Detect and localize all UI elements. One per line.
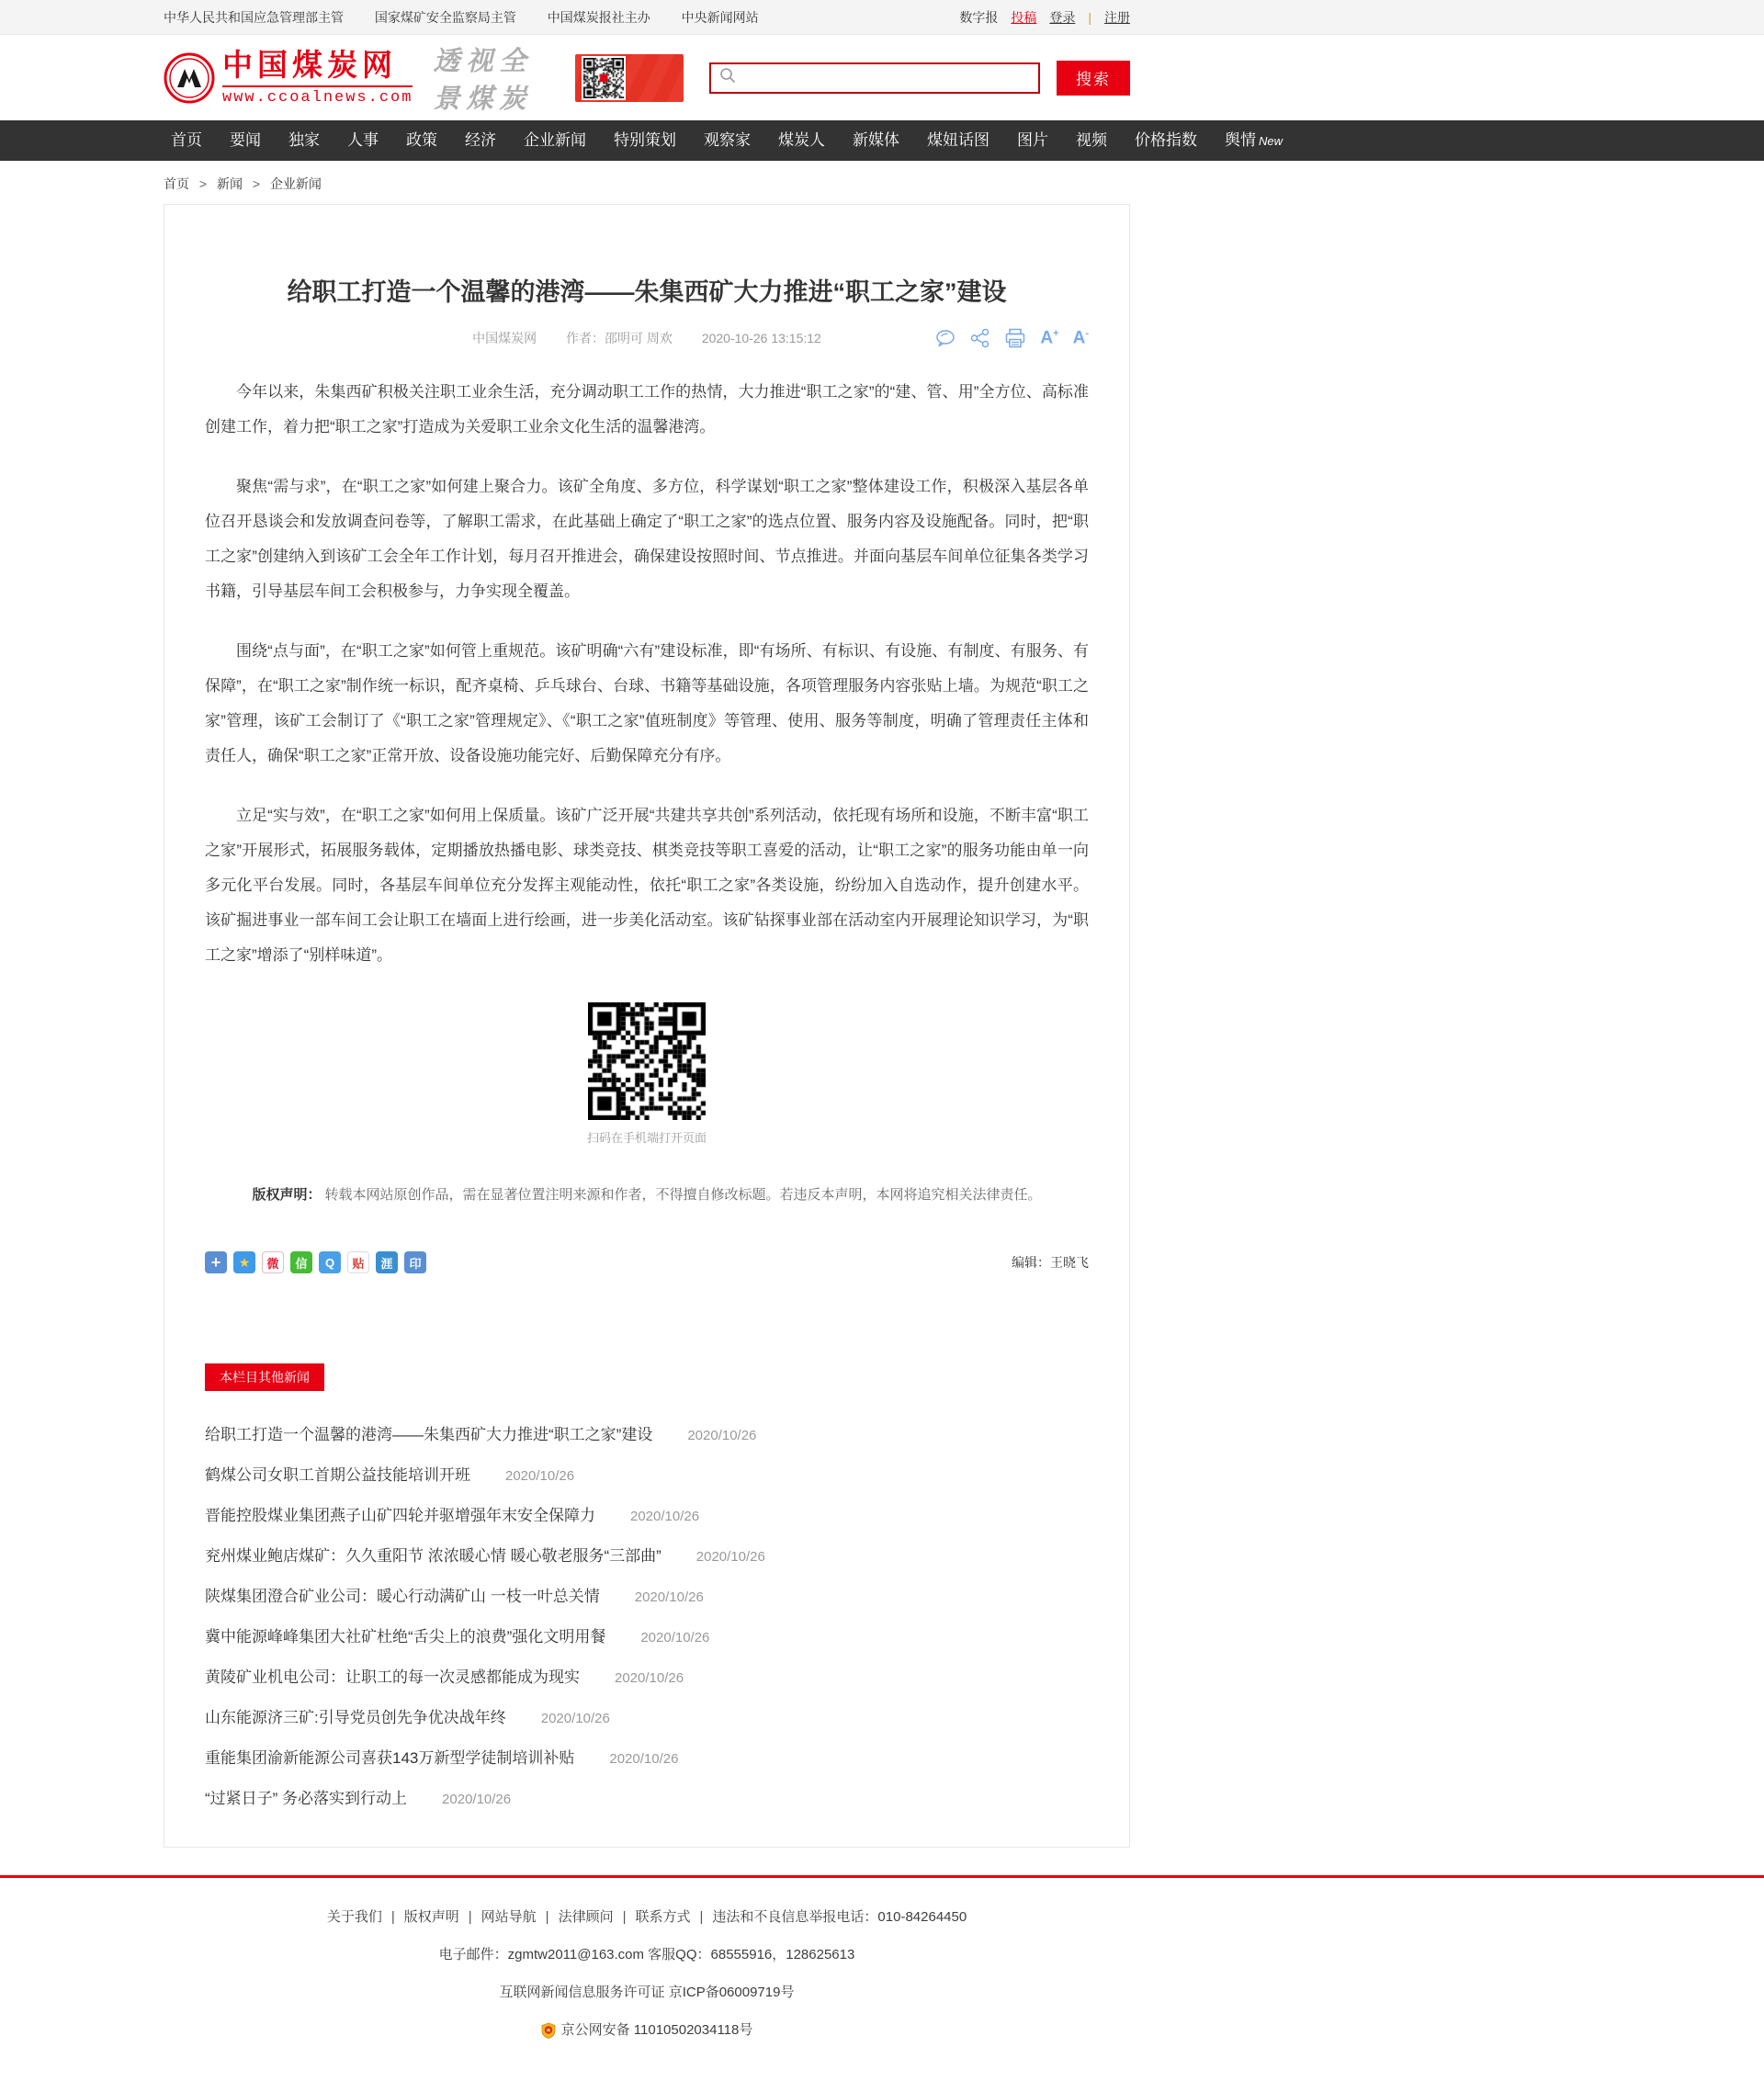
related-news-link[interactable]: 冀中能源峰峰集团大社矿杜绝“舌尖上的浪费”强化文明用餐 xyxy=(205,1628,606,1646)
separator: | xyxy=(545,1909,549,1925)
qq-icon[interactable]: Q xyxy=(319,1251,341,1273)
search-icon xyxy=(718,66,737,89)
nav-item-home[interactable]: 首页 xyxy=(171,131,202,149)
new-badge: New xyxy=(1259,133,1283,148)
search-button[interactable]: 搜索 xyxy=(1057,61,1130,96)
print-share-icon[interactable]: 印 xyxy=(404,1251,426,1273)
related-news-list xyxy=(205,1415,1089,1819)
footer-link-about[interactable]: 关于我们 xyxy=(326,1909,382,1925)
breadcrumb-separator: > xyxy=(198,176,208,191)
login-link[interactable]: 登录 xyxy=(1049,10,1076,25)
qzone-icon[interactable]: ★ xyxy=(233,1251,255,1273)
site-name: 中国煤炭网 xyxy=(222,49,397,83)
nav-item-personnel[interactable]: 人事 xyxy=(347,131,379,149)
list-item xyxy=(205,1617,1089,1657)
nav-item-special[interactable]: 特别策划 xyxy=(614,131,676,149)
related-section xyxy=(205,1363,1089,1391)
article-qr-code xyxy=(588,1002,706,1120)
article-paragraph: 立足“实与效”，在“职工之家”如何用上保质量。该矿广泛开展“共建共享共创”系列活动，依托现有场所和设施，不断丰富“职工之家”开展形式，拓展服务载体，定期播放热播电影、球类竞技、棋类竞技等职工喜爱的活动，让“职工之家”的服务功能由单一向多元化平台发展。同时，各基层车间单位充分发挥主观能动性，依托“职工之家”各类设施，纷纷加入自选动作，提升创建水平。该矿掘进事业一部车间工会让职工在墙面上进行绘画，进一步美化活动室。该矿钻探事业部在活动室内开展理论知识学习，为“职工之家”增添了“别样味道”。 xyxy=(205,807,1089,964)
nav-item-observer[interactable]: 观察家 xyxy=(704,131,751,149)
article-paragraph: 今年以来，朱集西矿积极关注职工业余生活，充分调动职工工作的热情，大力推进“职工之家”的“建、管、用”全方位、高标准创建工作，着力把“职工之家”打造成为关爱职工业余文化生活的温馨港湾。 xyxy=(205,383,1089,435)
police-badge-icon xyxy=(541,2022,556,2039)
related-news-link[interactable]: 鹤煤公司女职工首期公益技能培训开班 xyxy=(205,1466,470,1484)
search-input[interactable] xyxy=(742,65,1031,91)
topbar-link-coal-news-agency[interactable]: 中国煤炭报社主办 xyxy=(547,10,650,25)
article-meta xyxy=(205,326,1089,350)
article-tools xyxy=(934,326,1089,350)
separator: | xyxy=(390,1909,395,1925)
list-item xyxy=(205,1657,1089,1698)
header-qr-code xyxy=(582,56,626,100)
related-news-link[interactable]: 给职工打造一个温馨的港湾——朱集西矿大力推进“职工之家”建设 xyxy=(205,1426,653,1443)
article-paragraph: 围绕“点与面”，在“职工之家”如何管上重规范。该矿明确“六有”建设标准，即“有场所、有标识、有设施、有制度、有服务、有保障”，在“职工之家”制作统一标识，配齐桌椅、乒乓球台、台球、书籍等基础设施，各项管理服务内容张贴上墙。为规范“职工之家”管理，该矿工会制订了《“职工之家”管理规定》、《“职工之家”值班制度》等管理、使用、服务等制度，明确了管理责任主体和责任人，确保“职工之家”正常开放、设备设施功能完好、后勤保障充分有序。 xyxy=(205,642,1089,764)
news-date: 2020/10/26 xyxy=(615,1670,684,1686)
news-date: 2020/10/26 xyxy=(634,1589,704,1605)
separator: | xyxy=(1088,10,1091,25)
breadcrumb-news[interactable]: 新闻 xyxy=(216,176,243,191)
nav-item-policy[interactable]: 政策 xyxy=(406,131,437,149)
topbar-links xyxy=(164,8,786,27)
copyright-notice xyxy=(205,1184,1089,1204)
separator: | xyxy=(622,1909,627,1925)
news-date: 2020/10/26 xyxy=(630,1509,700,1524)
editor-credit: 编辑：王晓飞 xyxy=(1012,1255,1089,1270)
footer-email-line: 电子邮件：zgmtw2011@163.com 客服QQ：68555916，128625613 xyxy=(438,1947,855,1962)
list-item xyxy=(205,1779,1089,1819)
nav-item-coal-people[interactable]: 煤炭人 xyxy=(778,131,825,149)
related-news-link[interactable]: 晋能控股煤业集团燕子山矿四轮并驱增强年末安全保障力 xyxy=(205,1507,595,1524)
article-body xyxy=(205,375,1089,973)
comment-icon[interactable] xyxy=(934,328,956,348)
news-date: 2020/10/26 xyxy=(687,1428,757,1443)
search-field xyxy=(709,62,1040,94)
nav-item-meiniu-pics[interactable]: 煤妞话图 xyxy=(927,131,989,149)
list-item xyxy=(205,1496,1089,1536)
news-date: 2020/10/26 xyxy=(640,1630,710,1646)
topbar xyxy=(0,0,1764,35)
nav-item-economy[interactable]: 经济 xyxy=(465,131,496,149)
submit-article-link[interactable]: 投稿 xyxy=(1011,10,1037,25)
nav-item-exclusive[interactable]: 独家 xyxy=(288,131,320,149)
site-slogan: 透视全景煤炭 xyxy=(433,46,533,114)
article-title: 给职工打造一个温馨的港湾——朱集西矿大力推进“职工之家”建设 xyxy=(287,278,1007,306)
main-nav xyxy=(0,120,1764,161)
nav-item-video[interactable]: 视频 xyxy=(1076,131,1107,149)
site-logo[interactable] xyxy=(164,50,413,107)
footer-links-line xyxy=(164,1898,1130,1936)
print-icon[interactable] xyxy=(1004,328,1026,348)
related-news-link[interactable]: 陕煤集团澄合矿业公司：暖心行动满矿山 一枝一叶总关情 xyxy=(205,1588,600,1605)
list-item xyxy=(205,1455,1089,1496)
separator: | xyxy=(699,1909,704,1925)
related-news-link[interactable]: 黄陵矿业机电公司：让职工的每一次灵感都能成为现实 xyxy=(205,1668,580,1686)
copyright-label: 版权声明： xyxy=(252,1187,322,1203)
article-datetime: 2020-10-26 13:15:12 xyxy=(701,331,821,345)
news-date: 2020/10/26 xyxy=(609,1751,679,1767)
share-more-icon[interactable]: + xyxy=(205,1251,227,1273)
list-item xyxy=(205,1738,1089,1779)
list-item xyxy=(205,1536,1089,1577)
list-item xyxy=(205,1698,1089,1738)
digital-paper-link[interactable]: 数字报 xyxy=(959,10,999,25)
police-record-text: 京公网安备 11010502034118号 xyxy=(560,2022,753,2038)
coal-logo-icon xyxy=(164,52,215,104)
qr-caption: 扫码在手机端打开页面 xyxy=(586,1131,707,1145)
nav-item-price-index[interactable]: 价格指数 xyxy=(1135,131,1197,149)
article-author: 作者：邵明可 周欢 xyxy=(566,331,673,345)
font-smaller-icon[interactable]: A- xyxy=(1072,328,1089,348)
news-date: 2020/10/26 xyxy=(540,1711,610,1726)
logo-text xyxy=(222,50,413,107)
share-row xyxy=(205,1251,1089,1273)
related-news-link[interactable]: “过紧日子” 务必落实到行动上 xyxy=(205,1790,408,1807)
nav-item-public-opinion[interactable] xyxy=(1211,120,1296,162)
nav-item-photos[interactable]: 图片 xyxy=(1017,131,1048,149)
site-header xyxy=(0,35,1764,120)
article-qr-block xyxy=(205,1002,1089,1146)
topbar-account-links xyxy=(959,8,1130,27)
site-url: www.ccoalnews.com xyxy=(222,85,413,107)
news-date: 2020/10/26 xyxy=(505,1468,575,1484)
promo-banner xyxy=(575,54,684,102)
footer-link-copyright[interactable]: 版权声明 xyxy=(403,1909,459,1925)
related-news-link[interactable]: 兖州煤业鲍店煤矿：久久重阳节 浓浓暖心情 暖心敬老服务“三部曲” xyxy=(205,1547,662,1565)
breadcrumb-home[interactable]: 首页 xyxy=(164,176,189,191)
share-icon[interactable] xyxy=(970,328,990,348)
related-news-link[interactable]: 重能集团渝新能源公司喜获143万新型学徒制培训补贴 xyxy=(205,1749,575,1767)
article-paragraph: 聚焦“需与求”，在“职工之家”如何建上聚合力。该矿全角度、多方位，科学谋划“职工之家”整体建设工作，积极深入基层各单位召开恳谈会和发放调查问卷等，了解职工需求，在此基础上确定了“职工之家”的选点位置、服务内容及设施配备。同时，把“职工之家”创建纳入到该矿工会全年工作计划，每月召开推进会，确保建设按照时间、节点推进。并面向基层车间单位征集各类学习书籍，引导基层车间工会积极参与，力争实现全覆盖。 xyxy=(205,478,1089,600)
separator: | xyxy=(468,1909,472,1925)
tianya-icon[interactable]: 涯 xyxy=(376,1251,398,1273)
article-container xyxy=(164,204,1130,1848)
breadcrumb xyxy=(164,161,1130,204)
register-link[interactable]: 注册 xyxy=(1104,10,1130,25)
share-tiles xyxy=(205,1251,426,1273)
police-record-link[interactable] xyxy=(541,2011,753,2049)
site-footer xyxy=(0,1875,1764,2081)
list-item xyxy=(205,1415,1089,1455)
footer-link-sitemap[interactable]: 网站导航 xyxy=(481,1909,537,1925)
related-header: 本栏目其他新闻 xyxy=(205,1363,324,1391)
breadcrumb-current: 企业新闻 xyxy=(269,176,322,191)
font-larger-icon[interactable]: A+ xyxy=(1040,328,1059,348)
nav-item-enterprise-news[interactable]: 企业新闻 xyxy=(524,131,586,149)
list-item xyxy=(205,1577,1089,1617)
topbar-link-central-news-site[interactable]: 中央新闻网站 xyxy=(681,10,759,25)
nav-item-new-media[interactable]: 新媒体 xyxy=(853,131,899,149)
weibo-icon[interactable]: 微 xyxy=(262,1251,284,1273)
report-phone: 违法和不良信息举报电话：010-84264450 xyxy=(712,1909,967,1925)
footer-link-contact[interactable]: 联系方式 xyxy=(635,1909,691,1925)
nav-item-headlines[interactable]: 要闻 xyxy=(230,131,261,149)
wechat-icon[interactable]: 信 xyxy=(290,1251,312,1273)
news-date: 2020/10/26 xyxy=(442,1792,512,1807)
topbar-link-safety-bureau[interactable]: 国家煤矿安全监察局主管 xyxy=(374,10,516,25)
topbar-link-emergency-dept[interactable]: 中华人民共和国应急管理部主管 xyxy=(164,10,344,25)
footer-link-legal[interactable]: 法律顾问 xyxy=(558,1909,614,1925)
footer-license-line: 互联网新闻信息服务许可证 京ICP备06009719号 xyxy=(499,1985,795,2000)
breadcrumb-separator: > xyxy=(252,176,261,191)
search-area xyxy=(709,61,1130,96)
article-source: 中国煤炭网 xyxy=(472,331,537,345)
related-news-link[interactable]: 山东能源济三矿:引导党员创先争优决战年终 xyxy=(205,1709,506,1726)
news-date: 2020/10/26 xyxy=(695,1549,765,1565)
tieba-icon[interactable]: 贴 xyxy=(347,1251,369,1273)
copyright-text: 转载本网站原创作品，需在显著位置注明来源和作者，不得擅自修改标题。若违反本声明，本网将追究相关法律责任。 xyxy=(324,1187,1042,1203)
nav-item-label: 舆情 xyxy=(1225,130,1256,149)
